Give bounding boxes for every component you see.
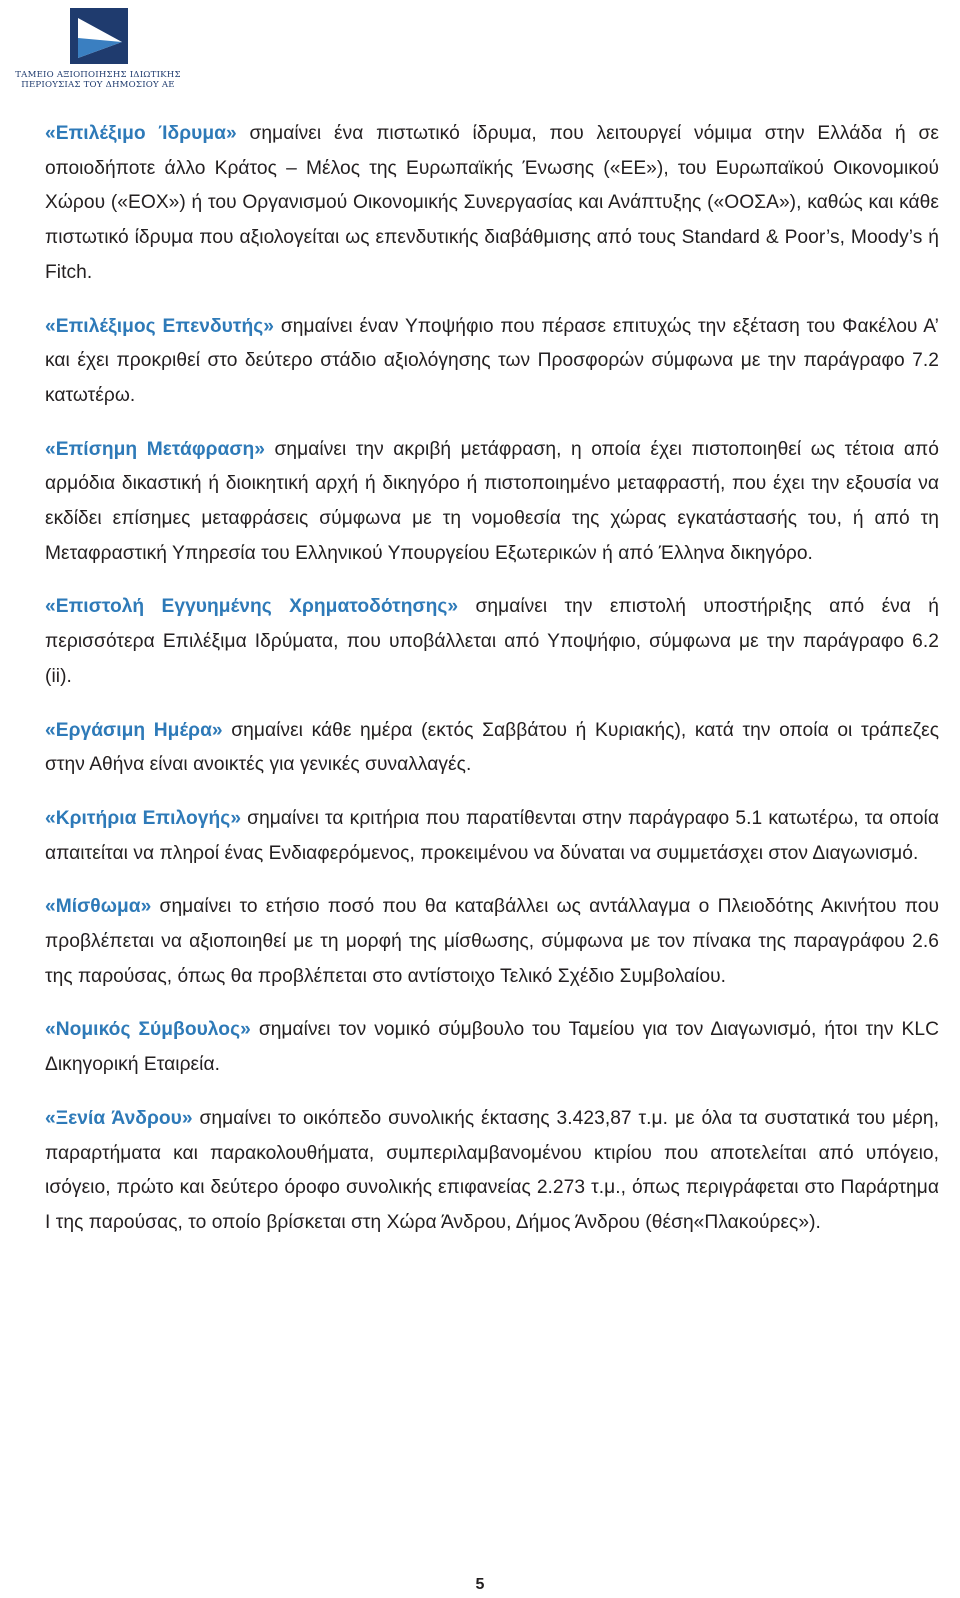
- definition-term: «Επιλέξιμο Ίδρυμα»: [45, 123, 237, 144]
- definition-term: «Εργάσιμη Ημέρα»: [45, 719, 223, 741]
- definition-paragraph: [45, 310, 939, 414]
- definition-text: σημαίνει το οικόπεδο συνολικής έκτασης 3.423,87 τ.μ. με όλα τα συστατικά του μέρη, παραρτήματα και παρακολουθήματα, συμπεριλαμβανομένου κτιρίου που αποτελείται από υπόγειο, ισόγειο, πρώτο και δεύτερο όροφο συνολικής επιφανείας 2.273 τ.μ., όπως περιγράφεται στο Παράρτημα Ι της παρούσας, το οποίο βρίσκεται στη Χώρα Άνδρου, Δήμος Άνδρου (θέση«Πλακούρες»).: [45, 1107, 939, 1233]
- definition-term: «Κριτήρια Επιλογής»: [45, 807, 242, 829]
- definition-term: «Επιστολή Εγγυημένης Χρηματοδότησης»: [45, 596, 459, 618]
- logo-text: [8, 70, 188, 90]
- definition-text: σημαίνει την επιστολή υποστήριξης από ένα ή περισσότερα Επιλέξιμα Ιδρύματα, που υποβάλλεται από Υποψήφιο, σύμφωνα με την παράγραφο 6.2 (ii).: [45, 596, 939, 687]
- definition-text: σημαίνει ένα πιστωτικό ίδρυμα, που λειτουργεί νόμιμα στην Ελλάδα ή σε οποιοδήποτε άλλο Κράτος – Μέλος της Ευρωπαϊκής Ένωσης («ΕΕ»), του Ευρωπαϊκού Οικονομικού Χώρου («ΕΟΧ») ή του Οργανισμού Οικονομικής Συνεργασίας και Ανάπτυξης («ΟΟΣΑ»), καθώς και κάθε πιστωτικό ίδρυμα που αξιολογείται ως επενδυτικής διαβάθμισης από τους Standard & Poor’s, Moody’s ή Fitch.: [45, 123, 939, 283]
- definition-text: σημαίνει τα κριτήρια που παρατίθενται στην παράγραφο 5.1 κατωτέρω, τα οποία απαιτείται να πληροί ένας Ενδιαφερόμενος, προκειμένου να δύναται να συμμετάσχει στον Διαγωνισμό.: [45, 807, 939, 864]
- logo-line-1: ΤΑΜΕΙΟ ΑΞΙΟΠΟΙΗΣΗΣ ΙΔΙΩΤΙΚΗΣ: [15, 70, 181, 80]
- page-number: 5: [475, 1576, 485, 1593]
- definition-term: «Μίσθωμα»: [45, 896, 152, 918]
- logo-mark-icon: [70, 8, 128, 64]
- definition-paragraph: [45, 1102, 939, 1241]
- definition-paragraph: [45, 590, 939, 694]
- logo-line-2: ΠΕΡΙΟΥΣΙΑΣ ΤΟΥ ΔΗΜΟΣΙΟΥ ΑΕ: [21, 80, 175, 90]
- definition-paragraph: [45, 714, 939, 783]
- definition-paragraph: [45, 117, 939, 291]
- definition-text: σημαίνει το ετήσιο ποσό που θα καταβάλλει ως αντάλλαγμα ο Πλειοδότης Ακινήτου που προβλέπεται να αξιοποιηθεί με τη μορφή της μίσθωσης, σύμφωνα με τον πίνακα της παραγράφου 2.6 της παρούσας, όπως θα προβλέπεται στο αντίστοιχο Τελικό Σχέδιο Συμβολαίου.: [45, 896, 939, 987]
- definition-paragraph: [45, 802, 939, 871]
- definition-paragraph: [45, 890, 939, 994]
- definition-term: «Νομικός Σύμβουλος»: [45, 1019, 251, 1041]
- definition-text: σημαίνει την ακριβή μετάφραση, η οποία έχει πιστοποιηθεί ως τέτοια από αρμόδια δικαστική ή διοικητική αρχή ή δικηγόρο ή πιστοποιημένο μεταφραστή, που έχει την εξουσία να εκδίδει επίσημες μεταφράσεις σύμφωνα με τη νομοθεσία της χώρας εγκατάστασής του, ή από τη Μεταφραστική Υπηρεσία του Ελληνικού Υπουργείου Εξωτερικών ή από Έλληνα δικηγόρο.: [45, 438, 939, 564]
- definitions-list: [45, 117, 939, 1260]
- definition-term: «Ξενία Άνδρου»: [45, 1107, 193, 1129]
- definition-text: σημαίνει τον νομικό σύμβουλο του Ταμείου για τον Διαγωνισμό, ήτοι την KLC Δικηγορική Εταιρεία.: [45, 1019, 939, 1076]
- definition-term: «Επιλέξιμος Επενδυτής»: [45, 315, 275, 337]
- definition-paragraph: [45, 433, 939, 572]
- definition-term: «Επίσημη Μετάφραση»: [45, 438, 266, 460]
- definition-text: σημαίνει έναν Υποψήφιο που πέρασε επιτυχώς την εξέταση του Φακέλου Α’ και έχει προκριθεί στο δεύτερο στάδιο αξιολόγησης των Προσφορών σύμφωνα με την παράγραφο 7.2 κατωτέρω.: [45, 315, 939, 406]
- definition-paragraph: [45, 1013, 939, 1082]
- definition-text: σημαίνει κάθε ημέρα (εκτός Σαββάτου ή Κυριακής), κατά την οποία οι τράπεζες στην Αθήνα είναι ανοικτές για γενικές συναλλαγές.: [45, 719, 939, 776]
- company-logo: [8, 6, 188, 92]
